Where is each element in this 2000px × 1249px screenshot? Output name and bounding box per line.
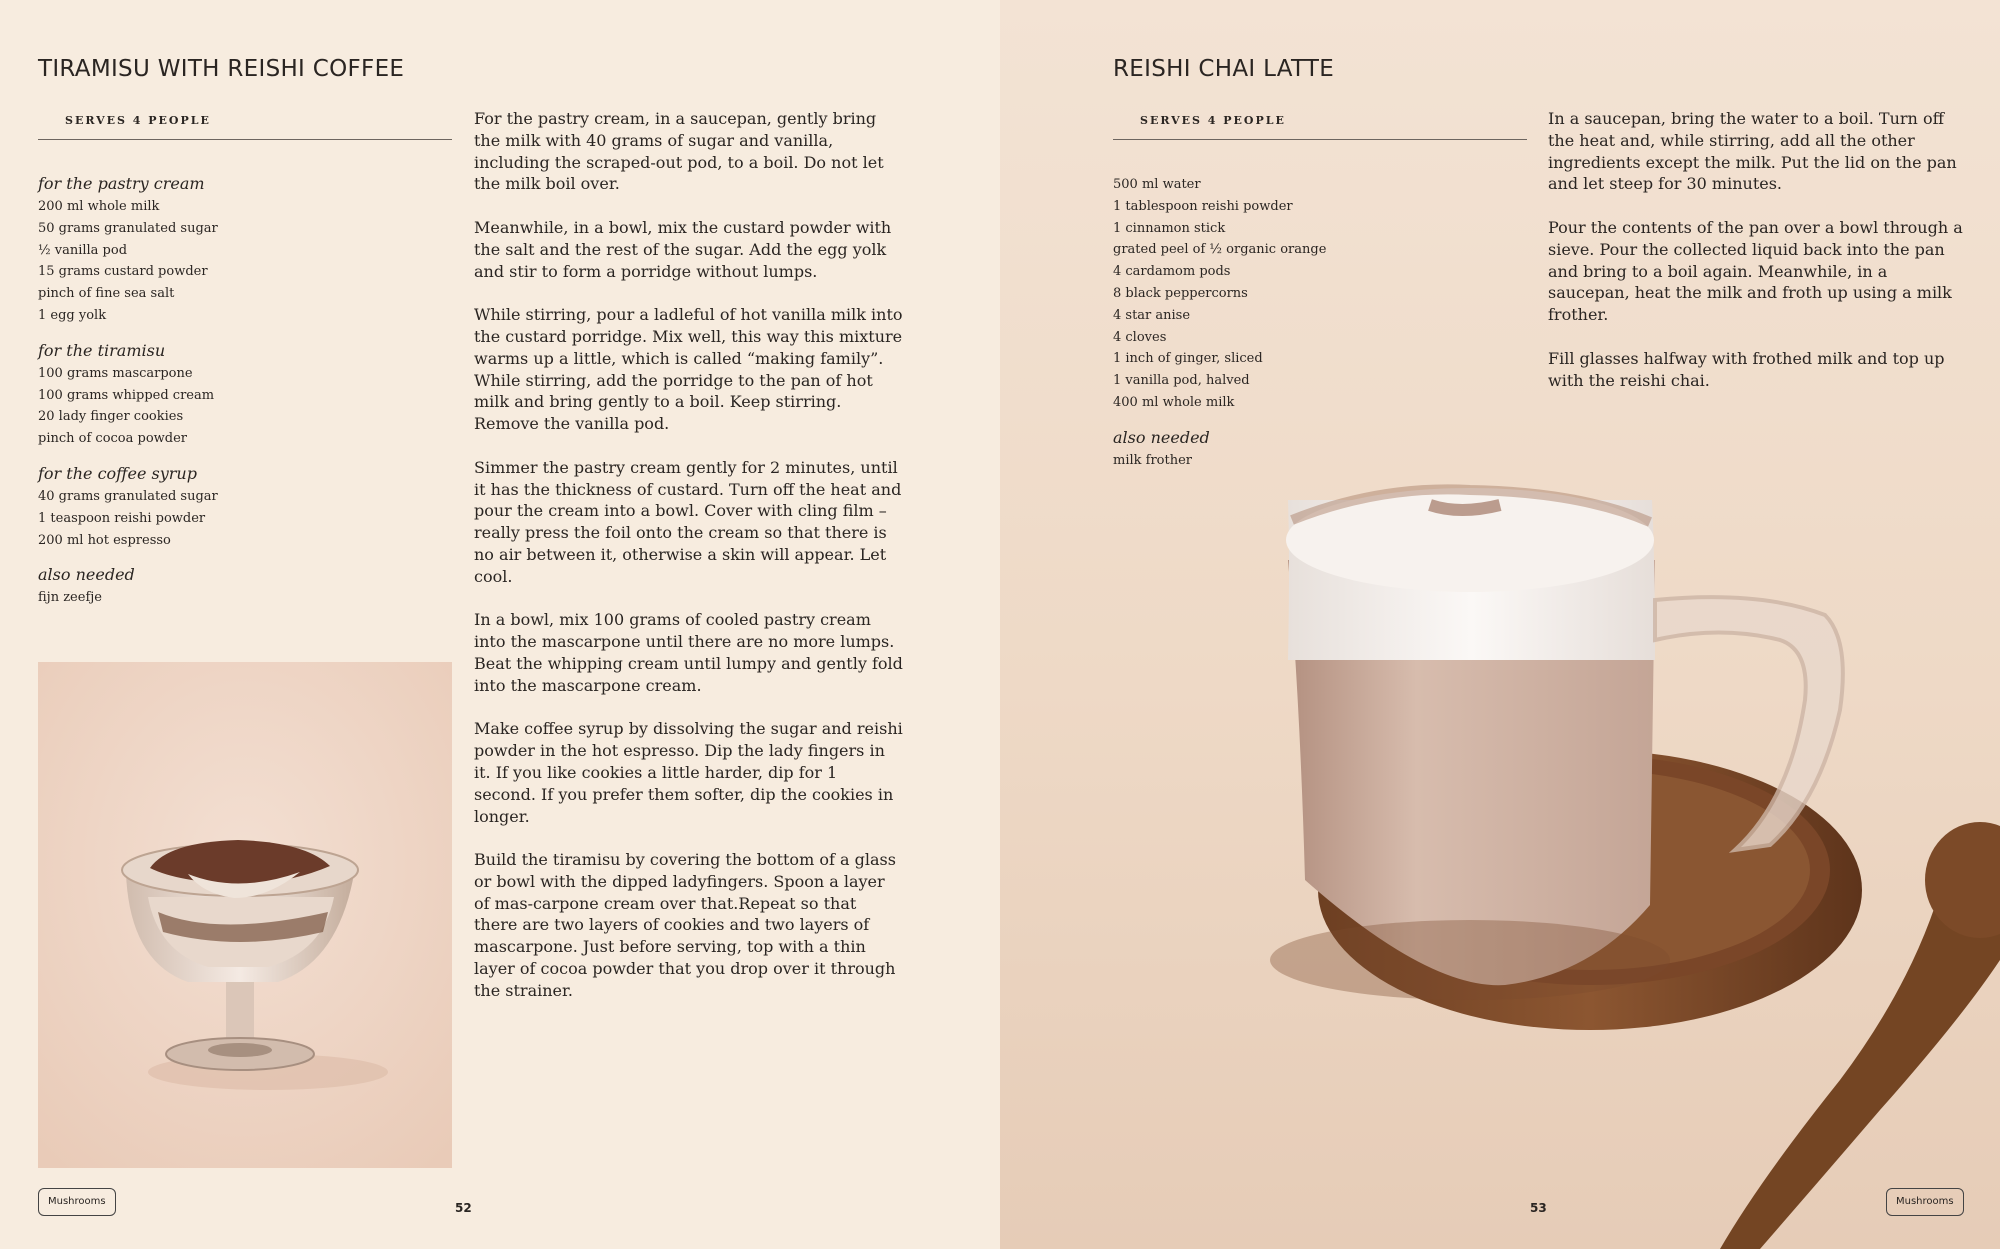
ingredient-item: 15 grams custard powder xyxy=(38,264,208,280)
ingredient-item: 1 vanilla pod, halved xyxy=(1113,373,1250,389)
instructions xyxy=(1548,108,1968,413)
ingredient-item: 200 ml whole milk xyxy=(38,199,160,214)
instruction-paragraph: Make coffee syrup by dissolving the sugar and reishi powder in the hot espresso. Dip the lady fingers in it. If you like cookies a little harder, dip for 1 second. If you prefer them softer, dip the cookies in longer. xyxy=(474,719,903,826)
ingredient-item: 100 grams mascarpone xyxy=(38,365,193,381)
instruction-paragraph: Meanwhile, in a bowl, mix the custard powder with the salt and the rest of the sugar. Add the egg yolk and stir to form a porridge without lumps. xyxy=(474,217,892,281)
serves-label: SERVES 4 PEOPLE xyxy=(1140,114,1286,127)
instruction-paragraph: Simmer the pastry cream gently for 2 minutes, until it has the thickness of custard. Turn off the heat and pour the cream into a bowl. Cover with cling film – really press the foil onto the cream so that there is no air between it, otherwise a skin will appear. Let cool. xyxy=(474,457,902,586)
instruction-paragraph: For the pastry cream, in a saucepan, gently bring the milk with 40 grams of sugar and vanilla, including the scraped-out pod, to a boil. Do not let the milk boil over. xyxy=(474,109,884,194)
ingredients-list xyxy=(1113,174,1513,484)
instruction-paragraph: In a bowl, mix 100 grams of cooled pastry cream into the mascarpone until there are no more lumps. Beat the whipping cream until lumpy and gently fold into the mascarpone cream. xyxy=(474,610,903,695)
ingredient-group xyxy=(1113,426,1513,472)
ingredient-item: ½ vanilla pod xyxy=(38,242,128,258)
ingredient-item: fijn zeefje xyxy=(38,590,102,606)
instruction-paragraph: While stirring, pour a ladleful of hot vanilla milk into the custard porridge. Mix well, this way this mixture warms up a little, which is called “making family”. While stirring, add the porridge to the pan of hot milk and bring gently to a boil. Keep stirring. Remove the vanilla pod. xyxy=(474,305,903,434)
ingredient-group-label: for the coffee syrup xyxy=(38,463,197,483)
section-chip[interactable]: Mushrooms xyxy=(38,1188,116,1216)
ingredient-item: 1 cinnamon stick xyxy=(1113,220,1226,236)
ingredient-item: pinch of cocoa powder xyxy=(38,431,188,447)
ingredient-item: 1 teaspoon reishi powder xyxy=(38,510,206,526)
ingredients-list xyxy=(38,172,438,621)
ingredient-item: 50 grams granulated sugar xyxy=(38,220,218,236)
ingredient-item: milk frother xyxy=(1113,452,1193,468)
instructions xyxy=(474,108,904,1023)
ingredient-item: 500 ml water xyxy=(1113,177,1201,192)
recipe-title: TIRAMISU WITH REISHI COFFEE xyxy=(38,56,405,82)
ingredient-group xyxy=(38,339,438,450)
instruction-paragraph: Fill glasses halfway with frothed milk and top up with the reishi chai. xyxy=(1548,348,1945,390)
ingredient-item: 1 egg yolk xyxy=(38,307,107,323)
ingredient-item: 400 ml whole milk xyxy=(1113,394,1235,410)
ingredient-group xyxy=(38,563,438,609)
ingredient-group xyxy=(38,462,438,551)
ingredient-item: 100 grams whipped cream xyxy=(38,387,215,403)
page-number: 52 xyxy=(455,1201,472,1215)
page-number: 53 xyxy=(1530,1201,1547,1215)
ingredient-item: 8 black peppercorns xyxy=(1113,285,1248,301)
ingredient-item: 1 tablespoon reishi powder xyxy=(1113,198,1293,214)
instruction-paragraph: In a saucepan, bring the water to a boil. Turn off the heat and, while stirring, add all the other ingredients except the milk. Put the lid on the pan and let steep for 30 minutes. xyxy=(1548,109,1957,194)
right-page xyxy=(1000,0,2000,1249)
ingredient-group-label: also needed xyxy=(38,565,135,585)
ingredient-item: 1 inch of ginger, sliced xyxy=(1113,351,1263,367)
ingredient-item: 200 ml hot espresso xyxy=(38,532,171,548)
ingredient-item: 4 cardamom pods xyxy=(1113,264,1231,280)
instruction-paragraph: Pour the contents of the pan over a bowl through a sieve. Pour the collected liquid back into the pan and bring to a boil again. Meanwhile, in a saucepan, heat the milk and froth up using a milk frother. xyxy=(1548,217,1963,325)
ingredient-item: grated peel of ½ organic orange xyxy=(1113,242,1327,258)
ingredient-item: 4 star anise xyxy=(1113,307,1191,323)
serves-label: SERVES 4 PEOPLE xyxy=(65,114,211,127)
ingredient-group-label: also needed xyxy=(1113,427,1210,447)
ingredient-item: 40 grams granulated sugar xyxy=(38,488,218,504)
section-chip[interactable]: Mushrooms xyxy=(1886,1188,1964,1216)
recipe-title: REISHI CHAI LATTE xyxy=(1113,56,1335,82)
ingredient-group xyxy=(1113,174,1513,414)
tiramisu-photo xyxy=(38,662,452,1168)
instruction-paragraph: Build the tiramisu by covering the bottom of a glass or bowl with the dipped ladyfingers. Spoon a layer of mas-carpone cream over that.Repeat so that there are two layers of cookies and two layers of mascarpone. Just before serving, top with a thin layer of cocoa powder that you drop over it through the strainer. xyxy=(474,850,896,1000)
ingredient-group-label: for the tiramisu xyxy=(38,340,166,360)
tiramisu-glass-illustration xyxy=(38,662,452,1168)
divider xyxy=(38,139,452,140)
ingredient-item: 20 lady finger cookies xyxy=(38,409,184,425)
ingredient-item: 4 cloves xyxy=(1113,329,1167,345)
ingredient-item: pinch of fine sea salt xyxy=(38,286,175,302)
ingredient-group-label: for the pastry cream xyxy=(38,174,205,193)
divider xyxy=(1113,139,1527,140)
ingredient-group xyxy=(38,172,438,327)
